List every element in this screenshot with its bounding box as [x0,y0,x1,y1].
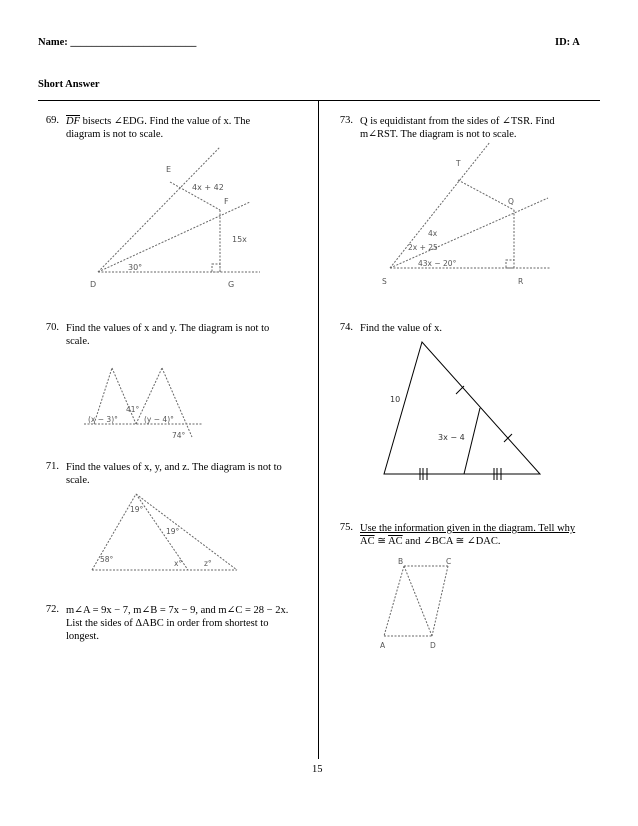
q69-text [66,115,311,141]
q69-segment: $\overline{DF}$ [66,116,80,127]
q70-number: 70. [45,322,59,333]
q69-label-expr2: 15x [232,235,247,244]
q69-label-angle: 30° [128,263,143,272]
q74-label-mid: 3x − 4 [438,433,465,442]
q72-text [66,604,316,643]
q69-number: 69. [45,115,59,126]
q72-number: 72. [45,604,59,615]
section-title: Short Answer [38,79,100,90]
q75-seg1: $\overline{AC}$ [360,536,375,547]
q69-text-after: bisects ∠EDG. Find the value of x. The [80,116,251,127]
q70-line1: Find the values of x and y. The diagram is not to [66,323,270,334]
q75-label-b: B [398,557,404,566]
page-number: 15 [312,764,323,775]
q69-label-f: F [224,197,229,206]
q69-label-e: E [166,165,172,174]
q72-line3: longest. [66,631,99,642]
header-rule [38,100,600,101]
q75-text [360,522,605,548]
q71-label-c: 58° [100,555,114,564]
q70-label-c: (x − 3)° [88,415,118,424]
q74-text: Find the value of x. [360,323,442,334]
q71-line2: scale. [66,475,90,486]
q72-line1: m∠A = 9x − 7, m∠B = 7x − 9, and m∠C = 28 − 2x. [66,605,289,616]
q73-label-t: T [456,159,461,168]
q69-label-g: G [228,280,235,289]
q75-label-a: A [380,641,386,650]
q69-label-d: D [90,280,97,289]
q75-seg2: $\overline{AC}$ [388,536,403,547]
q75-number: 75. [339,522,353,533]
q70-label-d: (y − 4)° [144,415,174,424]
q73-label-s: S [382,277,387,286]
q73-label-r: R [518,277,524,286]
q73-number: 73. [339,115,353,126]
q70-label-b: 74° [172,431,186,440]
q71-number: 71. [45,461,59,472]
q75-line1: Use the information given in the diagram. Tell why [360,523,576,534]
q71-line1: Find the values of x, y, and z. The diagram is not to [66,462,282,473]
q71-label-d: x° [174,559,183,568]
q70-diagram [84,362,204,442]
q69-label-expr1: 4x + 42 [192,183,224,192]
q73-label-expr2: 2x + 25 [408,243,438,252]
column-divider [318,101,319,759]
q75-cong: ≅ [374,536,389,547]
q71-text [66,461,316,487]
q71-label-e: z° [204,559,212,568]
q73-line1: Q is equidistant from the sides of ∠TSR. Find [360,116,555,127]
q71-label-a: 19° [130,505,144,514]
q75-diagram [380,557,460,650]
q73-line2: m∠RST. The diagram is not to scale. [360,129,517,140]
q75-line2-rest: and ∠BCA ≅ ∠DAC. [402,536,501,547]
q73-label-q: Q [508,197,514,206]
q69-line2: diagram is not to scale. [66,129,164,140]
q74-number: 74. [339,322,353,333]
q75-label-c: C [446,557,452,566]
q72-line2: List the sides of ΔABC in order from shortest to [66,618,269,629]
q71-label-b: 19° [166,527,180,536]
q75-label-d: D [430,641,436,650]
q73-label-expr1: 4x [428,229,438,238]
q73-label-expr3: 43x − 20° [418,259,457,268]
q70-label-a: 41° [126,405,140,414]
q73-text [360,115,605,141]
q69-diagram [80,142,270,292]
id-label: ID: A [555,37,580,48]
name-label: Name: ________________________ [38,37,197,48]
q71-diagram [92,490,242,580]
q73-diagram [378,140,553,290]
q70-line2: scale. [66,336,90,347]
q70-text [66,322,311,348]
q74-label-side: 10 [390,395,401,404]
q74-diagram [380,338,545,480]
